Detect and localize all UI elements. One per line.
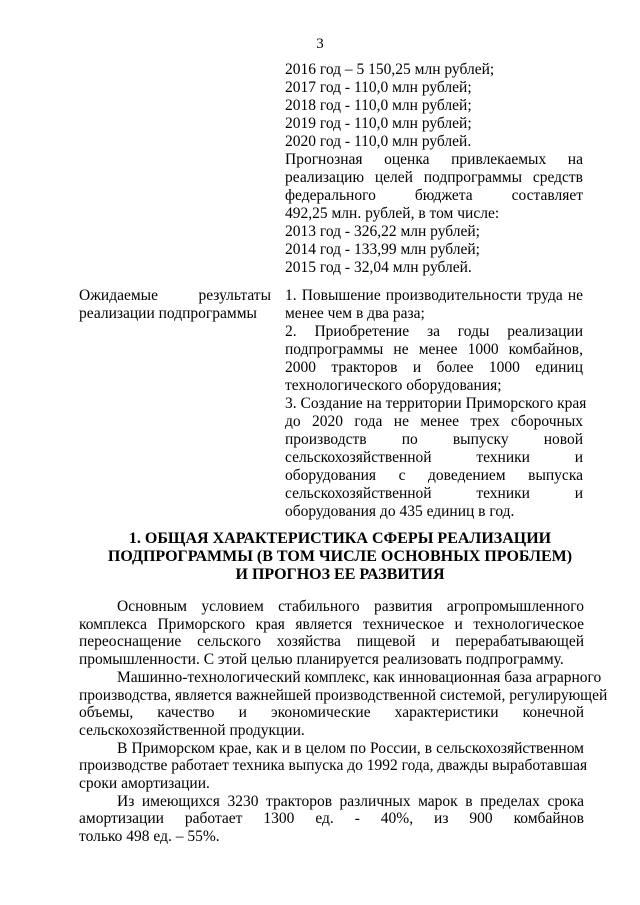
text-line: менее чем в два раза; bbox=[285, 305, 425, 322]
results-value-cell bbox=[285, 287, 587, 521]
paragraph-line: Основным условием стабильного развития агропромышленного bbox=[117, 598, 584, 615]
paragraph-line: объемы, качество и экономические характеристики конечной bbox=[79, 704, 584, 722]
heading-line: 1. ОБЩАЯ ХАРАКТЕРИСТИКА СФЕРЫ РЕАЛИЗАЦИИ bbox=[128, 530, 552, 547]
text-line: 2020 год - 110,0 млн рублей. bbox=[285, 133, 472, 150]
text-line: Прогнозная оценка привлекаемых на bbox=[285, 151, 583, 168]
paragraph-line: комплекса Приморского края является техническое и технологическое bbox=[79, 615, 584, 633]
text-line: подпрограммы не менее 1000 комбайнов, bbox=[285, 341, 583, 358]
paragraph-line: Машинно-технологический комплекс, как инновационная база аграрного bbox=[117, 668, 602, 686]
text-line: 2016 год – 5 150,25 млн рублей; bbox=[285, 61, 495, 78]
text-line: 2017 год - 110,0 млн рублей; bbox=[285, 79, 472, 96]
text-line: до 2020 года не менее трех сборочных bbox=[285, 413, 583, 430]
text-line: реализацию целей подпрограммы средств bbox=[285, 169, 583, 186]
paragraph-line: только 498 ед. – 55%. bbox=[79, 828, 220, 846]
paragraph-line: производства, является важнейшей производственной системой, регулирующей bbox=[79, 686, 608, 704]
text-line: 492,25 млн. рублей, в том числе: bbox=[285, 205, 500, 222]
text-line: 2013 год - 326,22 млн рублей; bbox=[285, 223, 480, 240]
paragraph-line: производстве работает техника выпуска до 1992 года, дважды выработавшая bbox=[79, 757, 588, 775]
text-line: оборудования до 435 единиц в год. bbox=[285, 503, 515, 520]
text-line: 2. Приобретение за годы реализации bbox=[285, 323, 583, 340]
paragraph-line: В Приморском крае, как и в целом по России, в сельскохозяйственном bbox=[117, 739, 584, 757]
text-line: Ожидаемые результаты bbox=[79, 287, 271, 304]
text-line: сельскохозяйственной техники и bbox=[285, 485, 583, 502]
paragraph-line: промышленности. С этой целью планируется реализовать подпрограмму. bbox=[79, 651, 564, 669]
text-line: производств по выпуску новой bbox=[285, 431, 583, 448]
section-body bbox=[79, 598, 608, 846]
text-line: 3. Создание на территории Приморского края bbox=[285, 395, 587, 412]
text-line: 2000 тракторов и более 1000 единиц bbox=[285, 359, 583, 376]
text-line: оборудования с доведением выпуска bbox=[285, 467, 583, 484]
text-line: 2018 год - 110,0 млн рублей; bbox=[285, 97, 472, 114]
text-line: реализации подпрограммы bbox=[79, 305, 257, 322]
paragraph-line: Из имеющихся 3230 тракторов различных марок в пределах срока bbox=[117, 792, 584, 810]
paragraph-line: переоснащение сельского хозяйства пищевой и перерабатывающей bbox=[79, 633, 584, 651]
text-line: 2015 год - 32,04 млн рублей. bbox=[285, 259, 472, 276]
paragraph-line: амортизации работает 1300 ед. - 40%, из 900 комбайнов bbox=[79, 810, 584, 828]
paragraph-line: сельскохозяйственной продукции. bbox=[79, 721, 305, 739]
funding-cell bbox=[285, 61, 583, 277]
text-line: 2019 год - 110,0 млн рублей; bbox=[285, 115, 472, 132]
text-line: технологического оборудования; bbox=[285, 377, 502, 394]
text-line: 2014 год - 133,99 млн рублей; bbox=[285, 241, 480, 258]
text-line: 1. Повышение производительности труда не bbox=[285, 287, 583, 304]
section-heading bbox=[60, 530, 620, 584]
text-line: сельскохозяйственной техники и bbox=[285, 449, 583, 466]
heading-line: И ПРОГНОЗ ЕЕ РАЗВИТИЯ bbox=[235, 566, 445, 583]
heading-line: ПОДПРОГРАММЫ (В ТОМ ЧИСЛЕ ОСНОВНЫХ ПРОБЛЕМ) bbox=[107, 548, 573, 565]
paragraph-line: сроки амортизации. bbox=[79, 775, 210, 793]
text-line: федерального бюджета составляет bbox=[285, 187, 583, 204]
results-label-cell bbox=[79, 287, 271, 323]
page-number: 3 bbox=[316, 36, 324, 52]
